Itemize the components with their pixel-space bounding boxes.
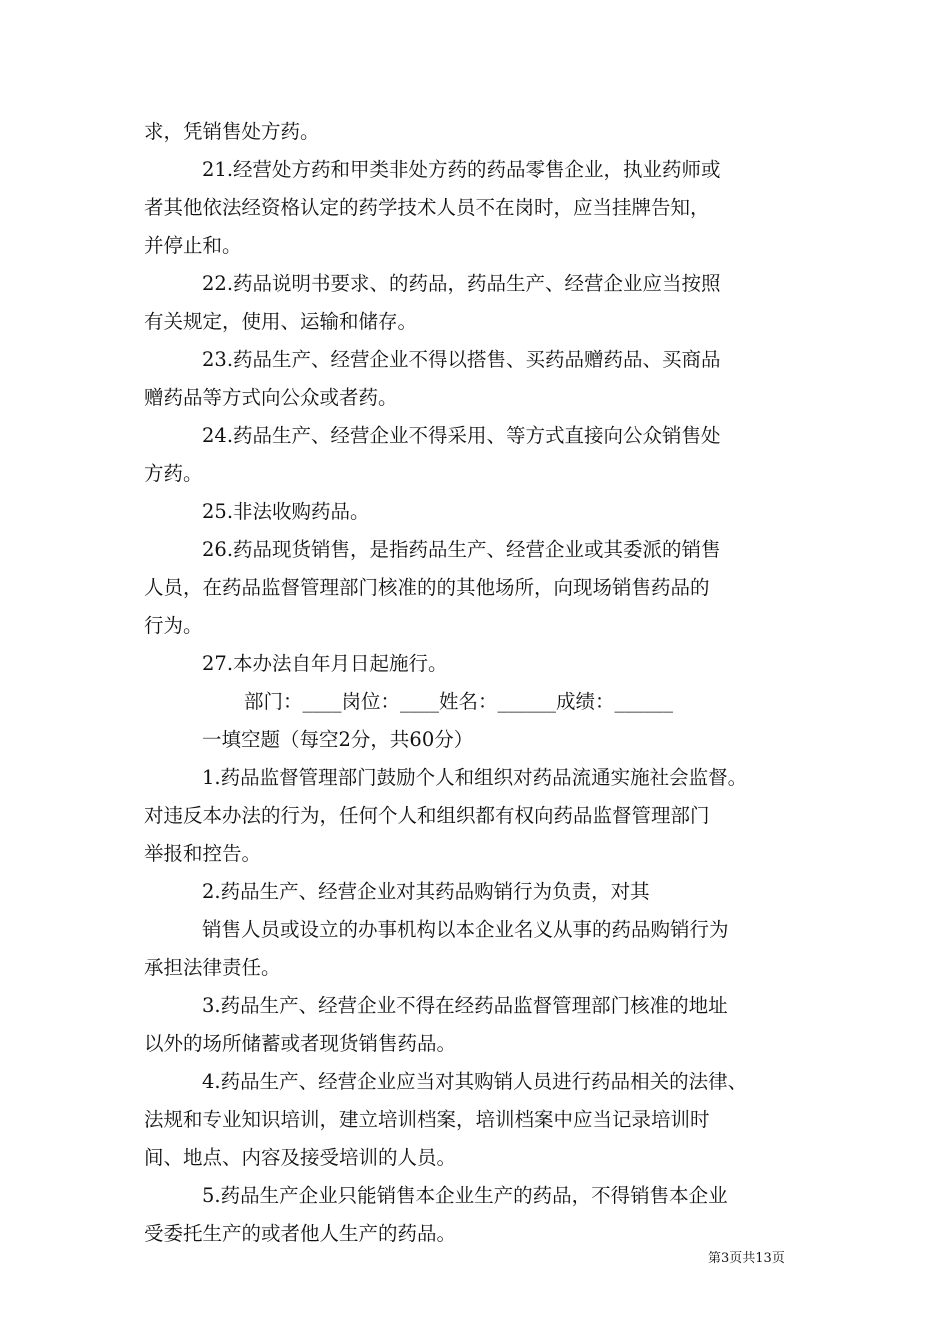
text-line: 5.药品生产企业只能销售本企业生产的药品，不得销售本企业 [202, 1184, 728, 1207]
text-line: 人员，在药品监督管理部门核准的的其他场所，向现场销售药品的 [144, 576, 710, 599]
text-line: 赠药品等方式向公众或者药。 [144, 386, 398, 409]
text-line: 4.药品生产、经营企业应当对其购销人员进行药品相关的法律、 [202, 1070, 748, 1093]
text-line: 23.药品生产、经营企业不得以搭售、买药品赠药品、买商品 [202, 348, 721, 371]
form-header-fields: 部门：____岗位：____姓名：______成绩：______ [244, 690, 674, 713]
text-line: 27.本办法自年月日起施行。 [202, 652, 448, 675]
text-line: 26.药品现货销售，是指药品生产、经营企业或其委派的销售 [202, 538, 721, 561]
text-line: 销售人员或设立的办事机构以本企业名义从事的药品购销行为 [202, 918, 729, 941]
section-heading: 一填空题（每空2分，共60分） [202, 728, 474, 751]
text-line: 对违反本办法的行为，任何个人和组织都有权向药品监督管理部门 [144, 804, 710, 827]
text-line: 3.药品生产、经营企业不得在经药品监督管理部门核准的地址 [202, 994, 728, 1017]
document-body [144, 113, 824, 1253]
text-line: 承担法律责任。 [144, 956, 281, 979]
text-line: 举报和控告。 [144, 842, 262, 865]
text-line: 有关规定，使用、运输和储存。 [144, 310, 418, 333]
text-line: 22.药品说明书要求、的药品，药品生产、经营企业应当按照 [202, 272, 721, 295]
text-line: 间、地点、内容及接受培训的人员。 [144, 1146, 457, 1169]
text-line: 者其他依法经资格认定的药学技术人员不在岗时，应当挂牌告知， [144, 196, 710, 219]
text-line: 行为。 [144, 614, 203, 637]
text-line: 求，凭销售处方药。 [144, 120, 320, 143]
text-line: 24.药品生产、经营企业不得采用、等方式直接向公众销售处 [202, 424, 721, 447]
text-line: 方药。 [144, 462, 203, 485]
text-line: 以外的场所储蓄或者现货销售药品。 [144, 1032, 457, 1055]
text-line: 1.药品监督管理部门鼓励个人和组织对药品流通实施社会监督。 [202, 766, 748, 789]
page-number: 第3页共13页 [708, 1251, 785, 1266]
text-line: 受委托生产的或者他人生产的药品。 [144, 1222, 457, 1245]
text-line: 2.药品生产、经营企业对其药品购销行为负责，对其 [202, 880, 650, 903]
text-line: 法规和专业知识培训，建立培训档案，培训档案中应当记录培训时 [144, 1108, 710, 1131]
text-line: 25.非法收购药品。 [202, 500, 370, 523]
text-line: 并停止和。 [144, 234, 242, 257]
text-line: 21.经营处方药和甲类非处方药的药品零售企业，执业药师或 [202, 158, 721, 181]
